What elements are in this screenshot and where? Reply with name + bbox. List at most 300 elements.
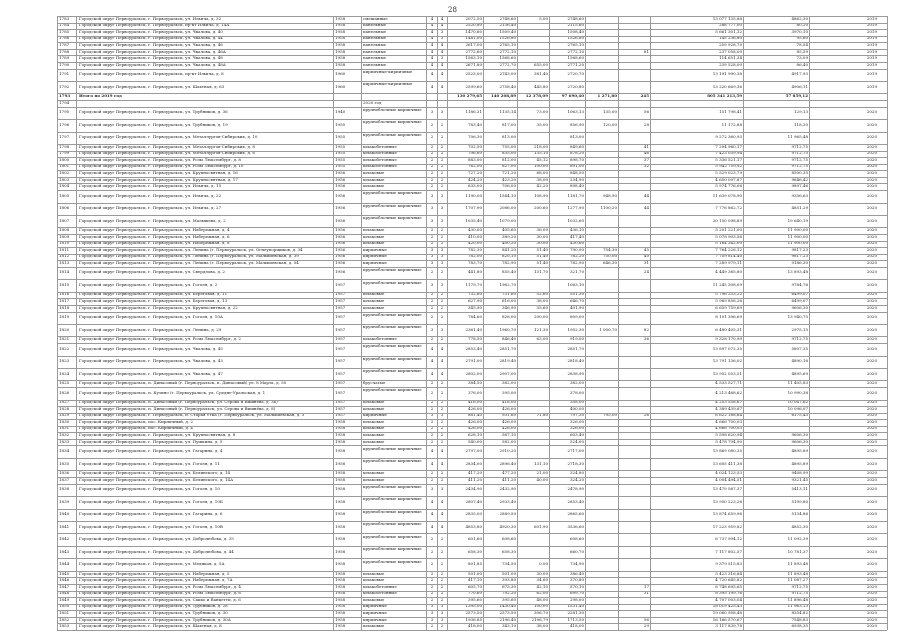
cell-entrances: 2 (440, 562, 444, 567)
cell-planned-year: 2020 (866, 617, 877, 622)
row-divider (57, 69, 887, 70)
cell-planned-year: 2020 (866, 400, 877, 405)
cell-planned-year: 2020 (866, 292, 877, 297)
cell-residents: 31 (643, 591, 649, 596)
cell-cost-per-sqm: 95,60 (796, 36, 808, 41)
cell-total-area: 2835,00 (465, 512, 482, 517)
cell-total-area: 796,60 (468, 151, 482, 156)
cell-row-number: 1829 (59, 413, 70, 418)
cell-address: Городской округ Первоуральск, г. Первоуральск, ул. Трубников, д. 30А (79, 617, 231, 622)
cell-cost-per-sqm: 11 965,48 (787, 135, 808, 140)
cell-entrances: 4 (440, 461, 444, 466)
cell-build-year: 1957 (335, 413, 346, 418)
cell-entrances: 3 (440, 617, 444, 622)
cell-area-common: 445,80 (534, 84, 548, 89)
cell-cost-per-sqm: 9712,75 (791, 144, 808, 149)
table-row (57, 203, 887, 215)
cell-row-number: 1832 (59, 433, 70, 437)
row-divider (57, 406, 887, 407)
cell-cost-per-sqm: 118,20 (794, 122, 808, 127)
cell-planned-year: 2020 (866, 419, 877, 424)
cell-entrances: 2 (440, 419, 444, 424)
cell-total-area: 2791,00 (465, 359, 482, 364)
cell-floors: 2 (430, 228, 434, 233)
cell-planned-year: 2020 (866, 247, 877, 252)
row-divider (57, 203, 887, 204)
cell-address: Городской округ Первоуральск, г. Первоуральск, ул. Чкалова, д. 48А (79, 62, 226, 67)
cell-repair-cost: 13 220 669,36 (712, 84, 742, 89)
table-row (57, 546, 887, 558)
row-divider (57, 380, 887, 381)
cell-area-all-premises: 608,60 (502, 537, 516, 542)
cell-build-year: 1955 (335, 135, 346, 140)
cell-build-year: 1956 (335, 193, 346, 198)
cell-area-residential: 234,90 (570, 177, 584, 182)
cell-repair-cost: 5 974 776,06 (715, 184, 742, 189)
cell-area-residential: 324,80 (570, 471, 584, 476)
cell-build-year: 1958 (335, 426, 346, 431)
cell-build-year: 1958 (335, 584, 346, 589)
cell-wall-material: крупноблочные кирпичные (363, 216, 422, 221)
cell-area-other: 646,30 (603, 260, 617, 265)
cell-area-common: 34,60 (536, 578, 548, 583)
cell-total-area: 424,20 (468, 177, 482, 182)
cell-residents: 31 (643, 260, 649, 265)
row-divider (57, 445, 887, 446)
cell-repair-cost: 6 748 695,65 (715, 584, 742, 589)
cell-build-year: 1957 (335, 327, 346, 332)
cell-area-common: 62,00 (536, 591, 548, 596)
cell-area-all-premises: 931,60 (502, 413, 516, 418)
cell-address: Городской округ Первоуральск, г. Первоуральск, ул. Набережная, д. 6 (79, 234, 230, 239)
cell-total-area: 384,50 (468, 381, 482, 386)
cell-entrances: 2 (440, 122, 444, 127)
cell-entrances: 2 (440, 177, 444, 182)
cell-area-all-premises: 582,00 (502, 439, 516, 444)
cell-floors: 2 (430, 419, 434, 424)
cell-area-residential: 608,60 (570, 537, 584, 542)
cell-row-number: 1828 (59, 406, 70, 411)
cell-entrances: 2 (440, 270, 444, 275)
row-divider (57, 604, 887, 605)
cell-repair-cost: 4 720 645,82 (715, 578, 742, 583)
cell-area-all-premises: 2889,50 (499, 512, 516, 517)
cell-cost-per-sqm: 5413,11 (791, 487, 808, 492)
row-divider (57, 215, 887, 216)
cell-area-all-premises: 813,00 (502, 135, 516, 140)
cell-area-all-premises: 658,30 (502, 549, 516, 554)
cell-entrances: 2 (440, 305, 444, 310)
cell-entrances: 2 (440, 549, 444, 554)
cell-area-residential: 734,90 (570, 562, 584, 567)
cell-wall-material: крупноблочные кирпичные (363, 203, 422, 208)
cell-repair-cost: 288 777,00 (719, 23, 742, 28)
cell-wall-material: шлакобетонные (363, 157, 397, 162)
cell-repair-cost: 114 651,34 (719, 56, 742, 61)
cell-wall-material: кирпичные (363, 617, 387, 622)
cell-cost-per-sqm: 2975,15 (791, 327, 808, 332)
cell-area-other: 795,00 (603, 413, 617, 418)
cell-address: Городской округ Первоуральск, г. Первоуральск, ул. Шахтная, д. 63 (79, 84, 225, 89)
cell-wall-material: крупноблочные кирпичные (363, 369, 422, 374)
table-row (57, 267, 887, 279)
cell-area-all-premises: 1509,40 (499, 29, 516, 34)
cell-repair-cost: 11 172,88 (721, 122, 742, 127)
cell-area-all-premises: 426,00 (502, 406, 516, 411)
cell-wall-material: крупноблочные кирпичные (363, 388, 422, 393)
cell-area-residential: 1181,70 (567, 193, 584, 198)
cell-area-residential: 699,70 (570, 591, 584, 596)
cell-area-all-premises: 426,00 (502, 419, 516, 424)
row-divider (57, 170, 887, 171)
cell-row-number: 1837 (59, 477, 70, 482)
cell-wall-material: крупноблочные кирпичные (363, 344, 422, 349)
cell-residents: 40 (643, 254, 649, 259)
cell-row-number: 1820 (59, 327, 70, 332)
cell-floors: 4 (430, 16, 434, 21)
cell-total-area: 417,10 (468, 578, 482, 583)
cell-floors: 2 (430, 157, 434, 162)
cell-entrances: 2 (440, 241, 444, 246)
cell-floors: 4 (430, 524, 434, 529)
row-divider (57, 164, 887, 165)
cell-total-area: 658,30 (468, 549, 482, 554)
cell-floors: 4 (430, 23, 434, 28)
cell-area-residential: 898,40 (570, 184, 584, 189)
cell-cost-per-sqm: 129,13 (794, 110, 808, 115)
row-divider (57, 470, 887, 471)
cell-entrances: 3 (440, 604, 444, 609)
cell-floors: 2 (430, 597, 434, 602)
cell-area-all-premises: 395,00 (502, 390, 516, 395)
cell-floors: 2 (430, 390, 434, 395)
cell-wall-material: шлаковые (363, 597, 385, 602)
cell-planned-year: 2019 (866, 36, 877, 41)
cell-total-area: 416,00 (468, 400, 482, 405)
cell-build-year: 1956 (335, 184, 346, 189)
cell-planned-year: 2020 (866, 122, 877, 127)
cell-planned-year: 2020 (866, 381, 877, 386)
cell-area-all-premises: 846,40 (502, 337, 516, 342)
cell-build-year: 1956 (335, 260, 346, 265)
cell-total-area: 2617,00 (465, 42, 482, 47)
cell-entrances: 2 (440, 381, 444, 386)
cell-entrances: 2 (440, 135, 444, 140)
cell-cost-per-sqm: 86,40 (796, 62, 808, 67)
cell-planned-year: 2020 (866, 406, 877, 411)
cell-build-year: 1958 (335, 62, 346, 67)
cell-cost-per-sqm: 3970,10 (791, 29, 808, 34)
cell-row-number: 1794 (59, 100, 70, 105)
cell-repair-cost: 239 528,00 (719, 62, 742, 67)
cell-cost-per-sqm: 11 963,13 (787, 604, 808, 609)
cell-cost-per-sqm: 11 405,83 (787, 381, 808, 386)
cell-build-year: 1956 (335, 228, 346, 233)
cell-cost-per-sqm: 9712,75 (791, 164, 808, 169)
cell-total-area: 783,70 (468, 260, 482, 265)
cell-build-year: 1958 (335, 449, 346, 454)
cell-entrances: 4 (440, 16, 444, 21)
cell-area-residential: 878,20 (570, 151, 584, 156)
cell-floors: 3 (430, 247, 434, 252)
cell-area-all-premises: 2819,40 (499, 359, 516, 364)
cell-repair-cost: 3 117 839,78 (715, 624, 742, 629)
cell-address: Городской округ Первоуральск, г. Первоуральск, ул. Береговая, д. 11 (79, 292, 228, 297)
cell-repair-cost: 805 341 213,59 (707, 94, 742, 99)
cell-floors: 4 (430, 36, 434, 41)
cell-repair-cost: 5 336 521,17 (715, 157, 742, 162)
cell-cost-per-sqm: 6499,07 (791, 292, 808, 297)
cell-wall-material: крупноблочные кирпичные (363, 509, 422, 514)
cell-address: Городской округ Первоуральск, г. Первоуральск, ул. Ленина (г. Первоуральск, ул. Огнеупорщиков, д. 34 (79, 247, 303, 252)
cell-build-year: 1956 (335, 177, 346, 182)
cell-residents: 37 (643, 157, 649, 162)
cell-row-number: 1783 (59, 16, 70, 21)
cell-floors: 4 (430, 512, 434, 517)
cell-row-number: 1815 (59, 282, 70, 287)
cell-floors: 3 (430, 260, 434, 265)
cell-wall-material: шлакобетонные (363, 591, 397, 596)
cell-area-residential: 326,00 (570, 426, 584, 431)
cell-area-common: 38,00 (536, 299, 548, 304)
cell-area-residential: 97 690,40 (561, 94, 584, 99)
cell-floors: 4 (430, 359, 434, 364)
cell-planned-year: 2020 (866, 549, 877, 554)
cell-wall-material: кирпичные (363, 413, 387, 418)
cell-wall-material: крупноблочные кирпичные (363, 280, 422, 285)
cell-total-area: 633,00 (468, 184, 482, 189)
row-divider (57, 617, 887, 618)
cell-cost-per-sqm: 5134,86 (791, 512, 808, 517)
cell-area-residential: 1526,80 (567, 36, 584, 41)
cell-area-residential: 418,00 (570, 624, 584, 629)
cell-entrances: 4 (440, 524, 444, 529)
cell-area-common: 30,00 (536, 234, 548, 239)
cell-area-common: 63,00 (536, 337, 548, 342)
cell-repair-cost: 13 191 990,38 (712, 72, 742, 77)
cell-entrances: 3 (440, 193, 444, 198)
cell-address: Городской округ Первоуральск, г. Первоуральск, ул. Гоголя, д. 10А (79, 315, 223, 320)
cell-total-area: 727,20 (468, 170, 482, 175)
cell-entrances: 2 (440, 624, 444, 629)
cell-floors: 2 (430, 400, 434, 405)
cell-area-other: 1 000,70 (599, 327, 617, 332)
cell-cost-per-sqm: 11 900,00 (787, 241, 808, 246)
cell-planned-year: 2020 (866, 439, 877, 444)
cell-area-residential: 2851,70 (567, 346, 584, 351)
cell-build-year: 1958 (335, 624, 346, 629)
cell-entrances: 3 (440, 247, 444, 252)
cell-area-residential: 646,70 (570, 299, 584, 304)
cell-planned-year: 2020 (866, 234, 877, 239)
cell-planned-year: 2020 (866, 390, 877, 395)
cell-area-residential: 2281,30 (567, 610, 584, 615)
cell-cost-per-sqm: 9606,30 (791, 439, 808, 444)
cell-wall-material: кирпичные (363, 254, 387, 259)
cell-area-residential: 378,00 (570, 390, 584, 395)
cell-row-number: 1805 (59, 193, 70, 198)
cell-area-residential: 524,00 (570, 439, 584, 444)
cell-cost-per-sqm: 80,20 (796, 23, 808, 28)
cell-planned-year: 2020 (866, 305, 877, 310)
cell-total-area: 345,90 (468, 305, 482, 310)
cell-floors: 2 (430, 624, 434, 629)
cell-area-residential: 298,00 (570, 597, 584, 602)
cell-wall-material: шлакобетонные (363, 151, 397, 156)
cell-area-residential: 2748,60 (567, 16, 584, 21)
cell-floors: 2 (430, 406, 434, 411)
cell-wall-material: шлаковые (363, 477, 385, 482)
cell-area-residential: 2818,40 (567, 359, 584, 364)
cell-build-year: 1958 (335, 419, 346, 424)
cell-area-residential: 551,30 (570, 292, 584, 297)
table-row (57, 215, 887, 227)
cell-address: Городской округ Первоуральск, г. Первоуральск, ул. Розы Люксембург, д. 4 (79, 584, 241, 589)
cell-planned-year: 2020 (866, 337, 877, 342)
cell-area-all-premises: 567,10 (502, 433, 516, 437)
cell-total-area: 2807,40 (465, 499, 482, 504)
cell-area-common: 100,00 (534, 604, 548, 609)
cell-repair-cost: 20 150 098,89 (712, 218, 742, 223)
cell-area-all-premises: 382,00 (502, 381, 516, 386)
row-divider (57, 29, 887, 30)
cell-total-area: 2434,90 (465, 487, 482, 492)
cell-row-number: 1784 (59, 23, 70, 28)
cell-cost-per-sqm: 19 640,19 (787, 218, 808, 223)
cell-address: Городской округ Первоуральск, г. Первоуральск, ул. Белинского, д. 14 (79, 471, 231, 476)
cell-cost-per-sqm: 8500,35 (791, 170, 808, 175)
cell-area-residential: 1063,10 (567, 282, 584, 287)
cell-build-year: 1960 (335, 72, 346, 77)
cell-total-area: 628,10 (468, 433, 482, 437)
cell-area-other: 1100,20 (600, 206, 617, 211)
cell-repair-cost: 5 529 023,79 (715, 170, 742, 175)
cell-address: Городской округ Первоуральск, г. Первоуральск, ул. Розы Люксембург, д. 8 (79, 157, 241, 162)
cell-planned-year: 2020 (866, 591, 877, 596)
cell-area-all-premises: 2086,00 (499, 206, 516, 211)
cell-total-area: 883,00 (468, 157, 482, 162)
cell-repair-cost: 4 533 527,71 (715, 381, 742, 386)
cell-build-year: 1956 (335, 206, 346, 211)
cell-area-all-premises: 734,50 (502, 562, 516, 567)
cell-address: Городской округ Первоуральск, г. Первоуральск, ул. Чкалова, д. 48 (79, 56, 223, 61)
cell-entrances: 2 (440, 337, 444, 342)
cell-row-number: 1852 (59, 617, 70, 622)
cell-build-year: 1958 (335, 471, 346, 476)
cell-cost-per-sqm: 6499,07 (791, 299, 808, 304)
cell-area-all-premises: 820,10 (502, 254, 516, 259)
cell-row-number: 1849 (59, 597, 70, 602)
cell-area-all-premises: 400,20 (502, 241, 516, 246)
cell-planned-year: 2019 (866, 29, 877, 34)
cell-area-all-premises: 2136,40 (499, 23, 516, 28)
cell-floors: 4 (430, 72, 434, 77)
cell-planned-year: 2020 (866, 177, 877, 182)
row-divider (57, 413, 887, 414)
cell-address: Городской округ Первоуральск, г. Первоуральск, ул. Набережная, д. 5 (79, 571, 230, 576)
cell-area-residential: 321,70 (570, 270, 584, 275)
cell-floors: 2 (430, 381, 434, 386)
cell-area-common: 200,00 (534, 315, 548, 320)
cell-entrances: 2 (440, 164, 444, 169)
cell-planned-year: 2019 (866, 49, 877, 54)
cell-total-area: 2772,60 (465, 49, 482, 54)
cell-cost-per-sqm: 9817,23 (791, 247, 808, 252)
cell-total-area: 2599,60 (465, 84, 482, 89)
cell-repair-cost: 13 869 080,35 (712, 449, 742, 454)
cell-planned-year: 2020 (866, 512, 877, 517)
cell-area-common: 131,10 (534, 461, 548, 466)
cell-row-number: 1834 (59, 449, 70, 454)
row-divider (57, 484, 887, 485)
cell-area-all-premises: 2432,90 (499, 487, 516, 492)
cell-repair-cost: 5 478 794,90 (715, 439, 742, 444)
cell-entrances: 4 (440, 512, 444, 517)
cell-area-all-premises: 2765,10 (499, 42, 516, 47)
cell-address: Городской округ Первоуральск, г. Первоуральск, ул. Набережная, д. 8 (79, 241, 230, 246)
cell-total-area: 2802,00 (465, 371, 482, 376)
cell-repair-cost: 13 479 567,37 (712, 487, 742, 492)
cell-area-common: 73,00 (536, 110, 548, 115)
cell-planned-year: 2020 (866, 164, 877, 169)
cell-floors: 2 (430, 170, 434, 175)
cell-area-all-premises: 2748,60 (499, 16, 516, 21)
cell-area-residential: 2720,80 (567, 84, 584, 89)
cell-residents: 46 (643, 151, 649, 156)
cell-row-number: 1831 (59, 426, 70, 431)
cell-wall-material: крупноблочные кирпичные (363, 120, 422, 125)
cell-repair-cost: 6 659 759,69 (715, 305, 742, 310)
cell-repair-cost: 6 737 994,12 (715, 537, 742, 542)
cell-address: Городской округ Первоуральск, г. Первоуральск, ул. Чкалова, д. 44 (79, 36, 223, 41)
cell-wall-material: шлаковые (363, 439, 385, 444)
cell-planned-year: 2020 (866, 282, 877, 287)
cell-address: Городской округ Первоуральск, г. Первоуральск, ул. Чкалова, д. 47 (79, 371, 223, 376)
cell-address: Городской округ Первоуральск, г. Первоуральск, ул. Добролюбова, д. 35 (79, 537, 234, 542)
cell-floors: 4 (430, 346, 434, 351)
cell-cost-per-sqm: 4895,69 (791, 371, 808, 376)
cell-entrances: 2 (440, 406, 444, 411)
cell-repair-cost: 4 666 700,03 (715, 426, 742, 431)
cell-build-year: 1957 (335, 282, 346, 287)
cell-total-area: 2361,40 (465, 327, 482, 332)
cell-build-year: 1958 (335, 23, 346, 28)
cell-wall-material: шлакобетонные (363, 164, 397, 169)
cell-repair-cost: 13 605 411,38 (712, 461, 742, 466)
row-divider (57, 292, 887, 293)
cell-planned-year: 2020 (866, 270, 877, 275)
cell-entrances: 2 (440, 315, 444, 320)
cell-wall-material: панельные (363, 62, 387, 67)
cell-entrances: 2 (440, 471, 444, 476)
cell-wall-material: шлаковые (363, 426, 385, 431)
cell-area-other: 120,00 (603, 122, 617, 127)
row-divider (57, 336, 887, 337)
cell-planned-year: 2020 (866, 346, 877, 351)
cell-wall-material: крупноблочные кирпичные (363, 484, 422, 489)
cell-area-common: 48,00 (536, 597, 548, 602)
cell-cost-per-sqm: 11 087,27 (787, 578, 808, 583)
table-row (57, 312, 887, 324)
cell-area-all-premises: 140 208,89 (490, 94, 516, 99)
cell-row-number: 1824 (59, 371, 70, 376)
cell-address: Городской округ Первоуральск, г. Первоуральск, ул. Ленина, д. 29 (79, 327, 222, 332)
cell-area-common: 38,00 (536, 177, 548, 182)
cell-floors: 2 (430, 562, 434, 567)
cell-address: Городской округ Первоуральск, г. Первоуральск, ул. Ленина (г. Первоуральск, ул. Малышевская, д. 39 (79, 254, 299, 259)
cell-repair-cost: 11 245 308,09 (712, 282, 742, 287)
cell-area-all-premises: 817,00 (502, 122, 516, 127)
